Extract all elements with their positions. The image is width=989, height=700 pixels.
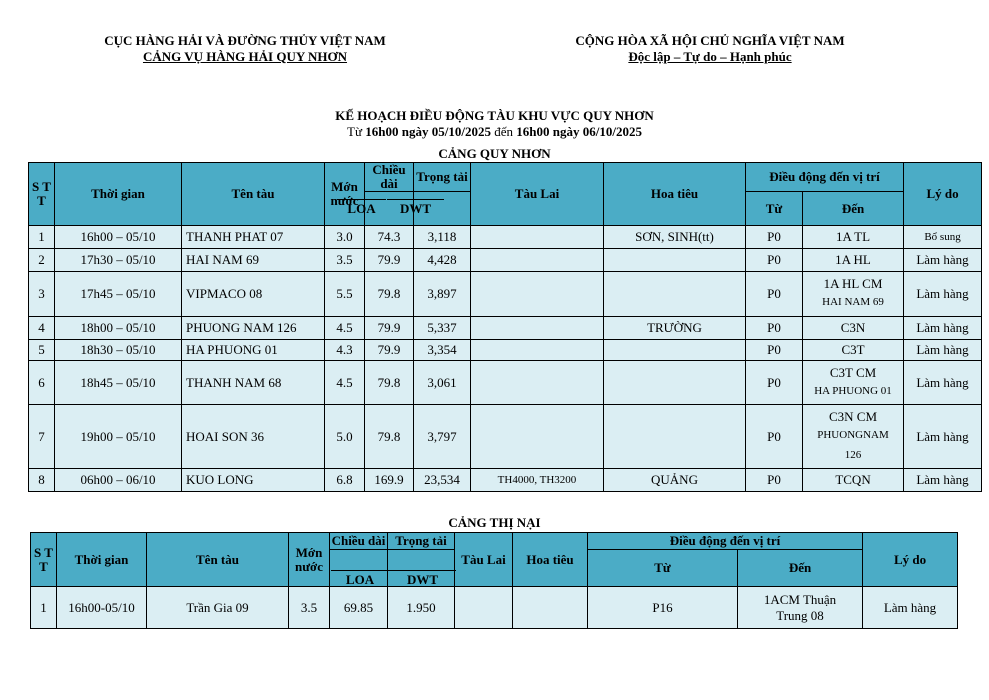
col-stt: S T T bbox=[29, 163, 55, 226]
col-tug: Tàu Lai bbox=[471, 163, 604, 226]
ship-name-cell: VIPMACO 08 bbox=[182, 272, 325, 317]
loa-cell: 79.8 bbox=[365, 272, 414, 317]
col-to: Đến bbox=[803, 192, 904, 226]
t2-col-reason: Lý do bbox=[863, 533, 958, 587]
to-position-main: C3N CM bbox=[828, 408, 878, 424]
t2-col-draft: Mớn nước bbox=[289, 533, 330, 587]
reason-cell: Làm hàng bbox=[904, 469, 982, 492]
to-position-cell bbox=[803, 405, 904, 469]
dwt-cell: 4,428 bbox=[414, 249, 471, 272]
loa-cell: 79.9 bbox=[365, 340, 414, 361]
from-position-cell: P0 bbox=[746, 317, 803, 340]
col-dwt: DWT bbox=[387, 199, 444, 217]
time-cell: 16h00 – 05/10 bbox=[55, 226, 182, 249]
t2-col-from: Từ bbox=[588, 550, 738, 587]
tug-cell bbox=[471, 361, 604, 405]
to-position-note: Trung 08 bbox=[776, 607, 824, 623]
to-position-cell: 1A TL bbox=[803, 226, 904, 249]
draft-cell: 3.5 bbox=[325, 249, 365, 272]
col-draft: Mớn nước bbox=[325, 163, 365, 226]
reason-cell: Làm hàng bbox=[904, 405, 982, 469]
time-cell: 17h30 – 05/10 bbox=[55, 249, 182, 272]
dwt-cell: 3,061 bbox=[414, 361, 471, 405]
pilot-cell bbox=[604, 272, 746, 317]
to-position-cell bbox=[803, 361, 904, 405]
to-position-cell bbox=[738, 587, 863, 629]
table-row bbox=[29, 272, 982, 317]
document-title: KẾ HOẠCH ĐIỀU ĐỘNG TÀU KHU VỰC QUY NHƠN bbox=[335, 108, 654, 123]
t2-col-loa: LOA bbox=[331, 570, 389, 588]
ship-name-cell: Trần Gia 09 bbox=[147, 587, 289, 629]
port-title-quy-nhon: CẢNG QUY NHƠN bbox=[438, 146, 551, 161]
col-length: Chiều dài bbox=[365, 163, 414, 192]
from-position-cell: P0 bbox=[746, 272, 803, 317]
dwt-cell: 3,354 bbox=[414, 340, 471, 361]
stt-cell: 4 bbox=[29, 317, 55, 340]
col-ship: Tên tàu bbox=[182, 163, 325, 226]
tug-cell bbox=[455, 587, 513, 629]
dwt-cell: 5,337 bbox=[414, 317, 471, 340]
t2-col-ship: Tên tàu bbox=[147, 533, 289, 587]
ship-name-cell: THANH PHAT 07 bbox=[182, 226, 325, 249]
to-position-main: C3T CM bbox=[829, 364, 877, 380]
reason-cell: Làm hàng bbox=[904, 249, 982, 272]
stt-cell: 3 bbox=[29, 272, 55, 317]
stt-cell: 8 bbox=[29, 469, 55, 492]
pilot-cell bbox=[604, 340, 746, 361]
tug-cell bbox=[471, 272, 604, 317]
col-reason: Lý do bbox=[904, 163, 982, 226]
reason-cell: Làm hàng bbox=[863, 587, 958, 629]
dwt-cell: 1.950 bbox=[388, 587, 455, 629]
to-position-cell: TCQN bbox=[803, 469, 904, 492]
table-row bbox=[29, 317, 982, 340]
ship-name-cell: KUO LONG bbox=[182, 469, 325, 492]
table-row bbox=[29, 405, 982, 469]
pilot-cell bbox=[604, 361, 746, 405]
reason-cell: Làm hàng bbox=[904, 272, 982, 317]
ship-name-cell: HAI NAM 69 bbox=[182, 249, 325, 272]
draft-cell: 4.5 bbox=[325, 317, 365, 340]
t2-col-pilot: Hoa tiêu bbox=[513, 533, 588, 587]
pilot-cell: TRƯỜNG bbox=[604, 317, 746, 340]
from-position-cell: P0 bbox=[746, 469, 803, 492]
to-position-note: PHUONGNAM bbox=[817, 428, 889, 441]
t2-col-dwt: DWT bbox=[389, 570, 456, 588]
stt-cell: 6 bbox=[29, 361, 55, 405]
ship-name-cell: HOAI SON 36 bbox=[182, 405, 325, 469]
tug-cell bbox=[471, 405, 604, 469]
dwt-cell: 3,897 bbox=[414, 272, 471, 317]
stt-cell: 1 bbox=[29, 226, 55, 249]
draft-cell: 5.5 bbox=[325, 272, 365, 317]
time-cell: 18h45 – 05/10 bbox=[55, 361, 182, 405]
dwt-cell: 23,534 bbox=[414, 469, 471, 492]
col-from: Từ bbox=[746, 192, 803, 226]
col-time: Thời gian bbox=[55, 163, 182, 226]
loa-cell: 79.9 bbox=[365, 317, 414, 340]
from-position-cell: P0 bbox=[746, 249, 803, 272]
ship-name-cell: THANH NAM 68 bbox=[182, 361, 325, 405]
pilot-cell: QUẢNG bbox=[604, 469, 746, 492]
loa-cell: 69.85 bbox=[330, 587, 388, 629]
stt-cell: 7 bbox=[29, 405, 55, 469]
col-pilot: Hoa tiêu bbox=[604, 163, 746, 226]
table-row bbox=[29, 340, 982, 361]
from-position-cell: P16 bbox=[588, 587, 738, 629]
tug-cell bbox=[471, 226, 604, 249]
loa-cell: 79.9 bbox=[365, 249, 414, 272]
quy-nhon-schedule-table bbox=[28, 162, 982, 492]
to-position-cell: C3N bbox=[803, 317, 904, 340]
to-position-cell: C3T bbox=[803, 340, 904, 361]
table-row bbox=[29, 469, 982, 492]
time-cell: 06h00 – 06/10 bbox=[55, 469, 182, 492]
from-position-cell: P0 bbox=[746, 405, 803, 469]
port-authority-name: CẢNG VỤ HÀNG HẢI QUY NHƠN bbox=[142, 49, 348, 64]
from-position-cell: P0 bbox=[746, 226, 803, 249]
t2-col-move: Điều động đến vị trí bbox=[588, 533, 863, 550]
pilot-cell bbox=[604, 405, 746, 469]
pilot-cell bbox=[513, 587, 588, 629]
t2-col-tonnage: Trọng tải bbox=[388, 533, 455, 550]
port-title-thi-nai: CẢNG THỊ NẠI bbox=[448, 515, 541, 530]
tug-cell bbox=[471, 340, 604, 361]
loa-cell: 79.8 bbox=[365, 405, 414, 469]
loa-cell: 79.8 bbox=[365, 361, 414, 405]
t2-col-length: Chiều dài bbox=[330, 533, 388, 550]
loa-cell: 169.9 bbox=[365, 469, 414, 492]
document-period: Từ 16h00 ngày 05/10/2025 đến 16h00 ngày 06/10/2025 bbox=[347, 124, 642, 139]
country-name: CỘNG HÒA XÃ HỘI CHỦ NGHĨA VIỆT NAM bbox=[575, 33, 845, 48]
time-cell: 18h30 – 05/10 bbox=[55, 340, 182, 361]
time-cell: 18h00 – 05/10 bbox=[55, 317, 182, 340]
national-header bbox=[520, 33, 900, 65]
stt-cell: 1 bbox=[31, 587, 57, 629]
national-motto: Độc lập – Tự do – Hạnh phúc bbox=[628, 49, 792, 64]
col-loa: LOA bbox=[337, 199, 386, 217]
draft-cell: 4.5 bbox=[325, 361, 365, 405]
stt-cell: 5 bbox=[29, 340, 55, 361]
reason-cell: Bổ sung bbox=[904, 226, 982, 249]
t2-col-to: Đến bbox=[738, 550, 863, 587]
reason-cell: Làm hàng bbox=[904, 340, 982, 361]
agency-header bbox=[60, 33, 430, 65]
time-cell: 16h00-05/10 bbox=[57, 587, 147, 629]
dwt-cell: 3,118 bbox=[414, 226, 471, 249]
table-row bbox=[29, 226, 982, 249]
agency-name: CỤC HÀNG HẢI VÀ ĐƯỜNG THỦY VIỆT NAM bbox=[104, 33, 386, 48]
time-cell: 17h45 – 05/10 bbox=[55, 272, 182, 317]
to-position-note-2: 126 bbox=[844, 448, 862, 461]
col-move: Điều động đến vị trí bbox=[746, 163, 904, 192]
thi-nai-schedule-table bbox=[30, 532, 958, 629]
to-position-main: 1ACM Thuận bbox=[763, 591, 837, 607]
table-row bbox=[31, 587, 958, 629]
t2-col-tug: Tàu Lai bbox=[455, 533, 513, 587]
draft-cell: 5.0 bbox=[325, 405, 365, 469]
loa-cell: 74.3 bbox=[365, 226, 414, 249]
tug-cell bbox=[471, 249, 604, 272]
table-row bbox=[29, 361, 982, 405]
to-position-note: HAI NAM 69 bbox=[822, 296, 884, 308]
tug-cell bbox=[471, 317, 604, 340]
pilot-cell bbox=[604, 249, 746, 272]
reason-cell: Làm hàng bbox=[904, 361, 982, 405]
to-position-note: HA PHUONG 01 bbox=[814, 384, 892, 397]
t2-col-time: Thời gian bbox=[57, 533, 147, 587]
to-position-main: 1A HL CM bbox=[823, 276, 883, 291]
draft-cell: 3.0 bbox=[325, 226, 365, 249]
dwt-cell: 3,797 bbox=[414, 405, 471, 469]
tug-cell: TH4000, TH3200 bbox=[471, 469, 604, 492]
t2-col-stt: S T T bbox=[31, 533, 57, 587]
reason-cell: Làm hàng bbox=[904, 317, 982, 340]
pilot-cell: SƠN, SINH(tt) bbox=[604, 226, 746, 249]
time-cell: 19h00 – 05/10 bbox=[55, 405, 182, 469]
stt-cell: 2 bbox=[29, 249, 55, 272]
col-tonnage: Trọng tải bbox=[414, 163, 471, 192]
to-position-cell: 1A HL bbox=[803, 249, 904, 272]
ship-name-cell: PHUONG NAM 126 bbox=[182, 317, 325, 340]
draft-cell: 3.5 bbox=[289, 587, 330, 629]
table-row bbox=[29, 249, 982, 272]
from-position-cell: P0 bbox=[746, 340, 803, 361]
draft-cell: 6.8 bbox=[325, 469, 365, 492]
from-position-cell: P0 bbox=[746, 361, 803, 405]
draft-cell: 4.3 bbox=[325, 340, 365, 361]
ship-name-cell: HA PHUONG 01 bbox=[182, 340, 325, 361]
to-position-cell bbox=[803, 272, 904, 317]
